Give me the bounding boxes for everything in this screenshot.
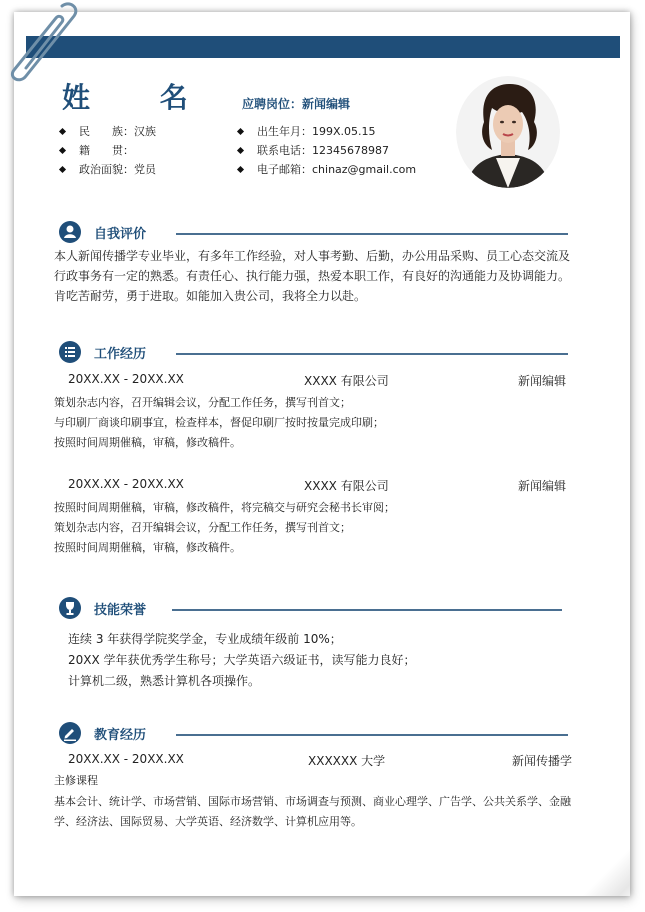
trophy-icon bbox=[58, 596, 82, 620]
section-header-skills bbox=[58, 596, 146, 620]
job-1-duty: 与印刷厂商谈印刷事宜，检查样本，督促印刷厂按时按量完成印刷； bbox=[54, 416, 384, 429]
divider-line bbox=[176, 233, 568, 235]
personal-info-right bbox=[238, 122, 416, 179]
info-hometown: 籍 贯： bbox=[60, 141, 156, 160]
personal-info-left bbox=[60, 122, 156, 179]
bullet-icon bbox=[237, 128, 244, 135]
candidate-name: 姓 名 bbox=[62, 81, 218, 114]
education-header bbox=[54, 752, 573, 770]
education-school: XXXXXX 大学 bbox=[308, 754, 386, 768]
job-2-header bbox=[54, 477, 566, 495]
list-icon bbox=[58, 340, 82, 364]
job-period: 20XX.XX - 20XX.XX bbox=[68, 372, 184, 386]
job-company: XXXX 有限公司 bbox=[304, 479, 389, 493]
skill-item: 计算机二级，熟悉计算机各项操作。 bbox=[68, 674, 261, 688]
section-header-work bbox=[58, 340, 146, 364]
job-period: 20XX.XX - 20XX.XX bbox=[68, 477, 184, 491]
job-1-duty: 策划杂志内容，召开编辑会议，分配工作任务，撰写刊首文； bbox=[54, 396, 351, 409]
section-title-education: 教育经历 bbox=[94, 727, 147, 743]
bullet-icon bbox=[59, 128, 66, 135]
info-email: 电子邮箱： chinaz@gmail.com bbox=[238, 160, 416, 179]
section-header-self bbox=[58, 220, 146, 244]
divider-line bbox=[176, 353, 568, 355]
bullet-icon bbox=[237, 147, 244, 154]
info-birth: 出生年月： 199X.05.15 bbox=[238, 122, 416, 141]
bullet-icon bbox=[59, 147, 66, 154]
applied-position: 应聘岗位：新闻编辑 bbox=[242, 97, 351, 111]
divider-line bbox=[176, 734, 568, 736]
section-title-self: 自我评价 bbox=[94, 226, 147, 242]
job-1-duty: 按照时间周期催稿，审稿，修改稿件。 bbox=[54, 436, 241, 449]
course-label: 主修课程 bbox=[54, 774, 98, 787]
bullet-icon bbox=[237, 166, 244, 173]
job-2-duty: 策划杂志内容，召开编辑会议，分配工作任务，撰写刊首文； bbox=[54, 521, 351, 534]
skill-item: 20XX 学年获优秀学生称号；大学英语六级证书，读写能力良好； bbox=[68, 653, 416, 667]
info-ethnicity: 民 族： 汉族 bbox=[60, 122, 156, 141]
header-bar bbox=[26, 36, 620, 58]
job-2-duty: 按照时间周期催稿，审稿，修改稿件。 bbox=[54, 541, 241, 554]
section-title-skills: 技能荣誉 bbox=[94, 602, 147, 618]
person-badge-icon bbox=[58, 220, 82, 244]
pen-icon bbox=[58, 721, 82, 745]
divider-line bbox=[172, 609, 562, 611]
job-role: 新闻编辑 bbox=[518, 479, 567, 493]
info-phone: 联系电话： 12345678987 bbox=[238, 141, 416, 160]
job-role: 新闻编辑 bbox=[518, 374, 567, 388]
job-1-header bbox=[54, 372, 566, 390]
profile-photo bbox=[456, 76, 560, 188]
education-major: 新闻传播学 bbox=[512, 754, 573, 768]
section-title-work: 工作经历 bbox=[94, 346, 147, 362]
job-company: XXXX 有限公司 bbox=[304, 374, 389, 388]
education-period: 20XX.XX - 20XX.XX bbox=[68, 752, 184, 766]
job-2-duty: 按照时间周期催稿，审稿，修改稿件，将完稿交与研究会秘书长审阅； bbox=[54, 501, 395, 514]
skill-item: 连续 3 年获得学院奖学金，专业成绩年级前 10%； bbox=[68, 632, 342, 646]
self-evaluation-text: 本人新闻传播学专业毕业，有多年工作经验，对人事考勤、后勤，办公用品采购、员工心态交流及行政事务有一定的熟悉。有责任心、执行能力强，热爱本职工作，有良好的沟通能力及协调能力。肯吃苦耐劳，勇于进取。如能加入贵公司，我将全力以赴。 bbox=[54, 249, 571, 303]
paperclip-icon bbox=[4, 0, 84, 90]
bullet-icon bbox=[59, 166, 66, 173]
course-list: 基本会计、统计学、市场营销、国际市场营销、市场调查与预测、商业心理学、广告学、公共关系学、金融学、经济法、国际贸易、大学英语、经济数学、计算机应用等。 bbox=[54, 795, 571, 828]
info-political: 政治面貌： 党员 bbox=[60, 160, 156, 179]
section-header-education bbox=[58, 721, 146, 745]
